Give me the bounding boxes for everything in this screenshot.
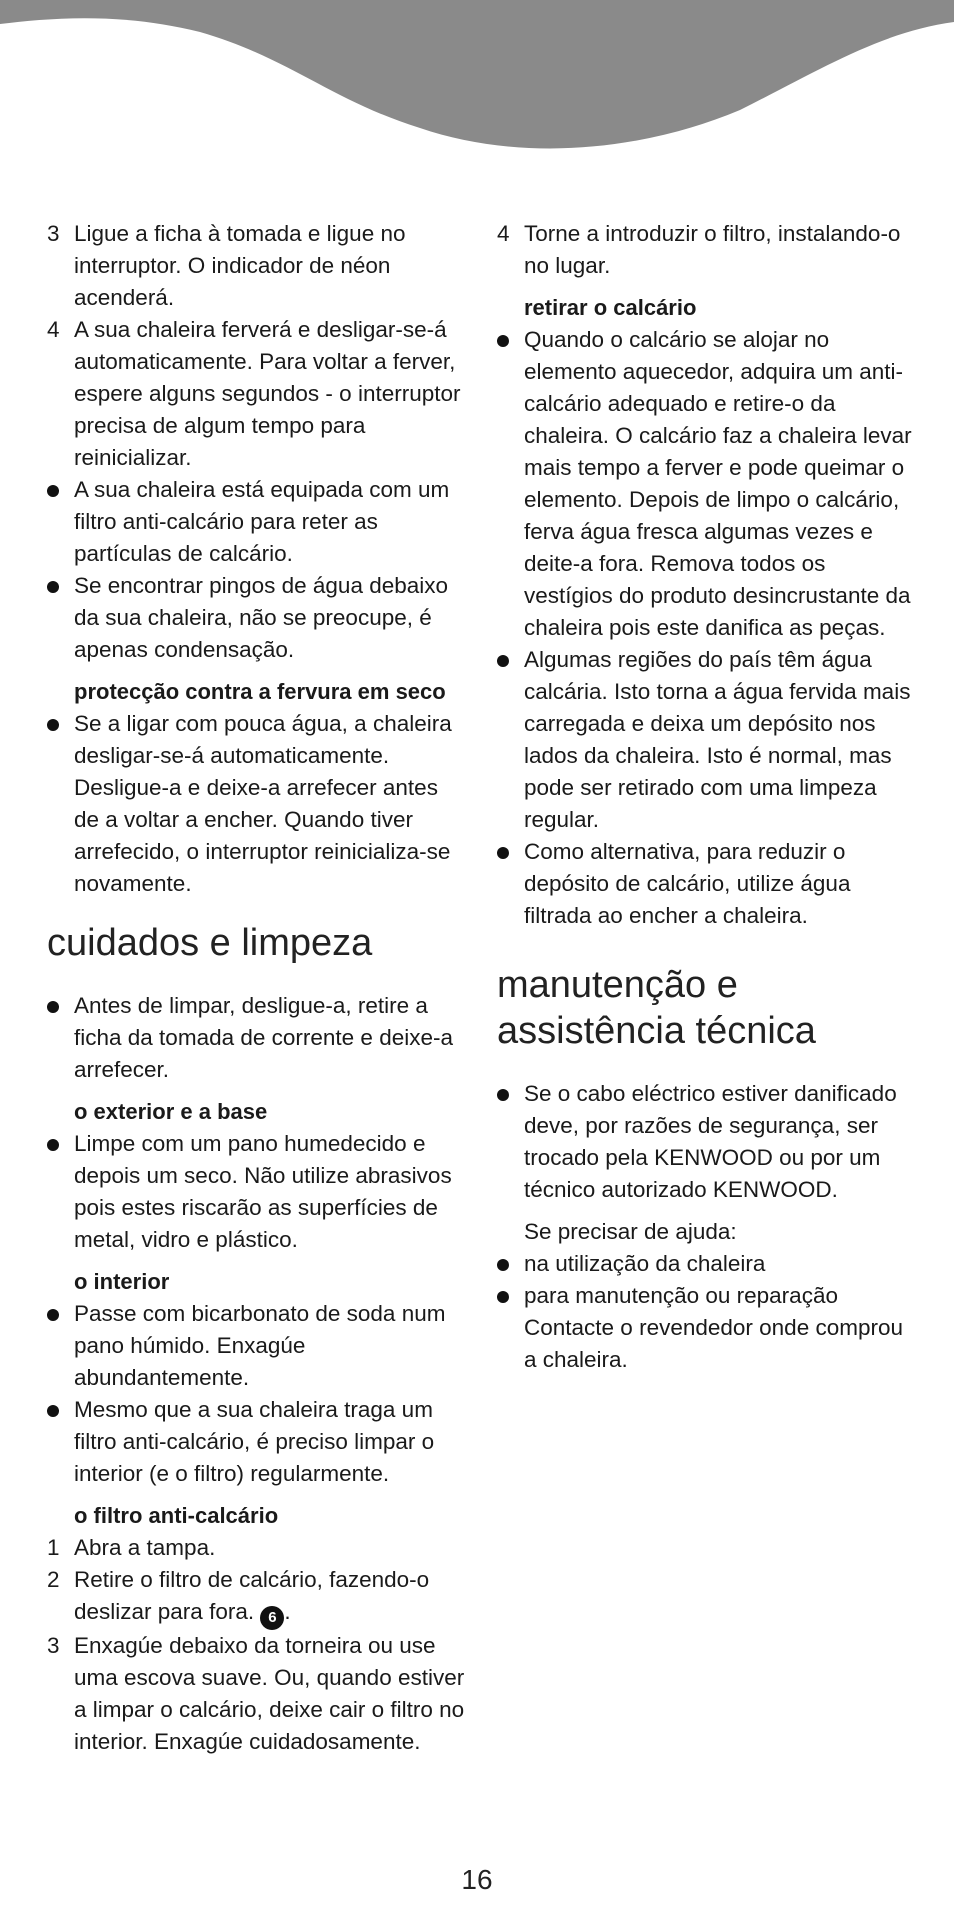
step-number: 2 bbox=[47, 1567, 60, 1592]
item-text: Algumas regiões do país têm água calcária. Isto torna a água fervida mais carregada e deixa um depósito nos lados da chaleira. Isto é normal, mas pode ser retirado com uma limpeza regular. bbox=[524, 647, 911, 832]
step-number: 4 bbox=[47, 317, 60, 342]
list-item bbox=[497, 1280, 917, 1376]
item-text: Passe com bicarbonato de soda num pano húmido. Enxagúe abundantemente. bbox=[74, 1301, 446, 1390]
figure-reference-icon: 6 bbox=[260, 1606, 284, 1630]
item-text: para manutenção ou reparação Contacte o revendedor onde comprou a chaleira. bbox=[524, 1283, 903, 1372]
subheading-descale: retirar o calcário bbox=[524, 295, 697, 320]
section-title-line: assistência técnica bbox=[497, 1010, 816, 1052]
bullet-icon bbox=[497, 1280, 521, 1312]
bullet-icon bbox=[47, 990, 71, 1022]
list-item bbox=[47, 1564, 467, 1630]
item-text: Abra a tampa. bbox=[74, 1535, 216, 1560]
bullet-icon bbox=[47, 570, 71, 602]
bullet-icon bbox=[47, 1394, 71, 1426]
list-item bbox=[47, 218, 467, 314]
item-text: Se o cabo eléctrico estiver danificado deve, por razões de segurança, ser trocado pela KENWOOD ou por um técnico autorizado KENWOOD. bbox=[524, 1081, 897, 1202]
subheading-exterior: o exterior e a base bbox=[74, 1099, 268, 1124]
list-item bbox=[47, 570, 467, 666]
item-text-end: . bbox=[284, 1599, 291, 1624]
item-text: Ligue a ficha à tomada e ligue no interruptor. O indicador de néon acenderá. bbox=[74, 221, 406, 310]
subheading-interior: o interior bbox=[74, 1269, 170, 1294]
list-item bbox=[497, 836, 917, 932]
bullet-icon bbox=[497, 1248, 521, 1280]
help-intro: Se precisar de ajuda: bbox=[524, 1219, 737, 1244]
list-item bbox=[497, 644, 917, 836]
list-item bbox=[47, 314, 467, 474]
bullet-icon bbox=[497, 324, 521, 356]
bullet-icon bbox=[497, 836, 521, 868]
list-item bbox=[47, 1128, 467, 1256]
item-text: Retire o filtro de calcário, fazendo-o deslizar para fora. bbox=[74, 1567, 430, 1624]
step-number: 1 bbox=[47, 1535, 60, 1560]
bullet-icon bbox=[47, 1128, 71, 1160]
item-text: Quando o calcário se alojar no elemento aquecedor, adquira um anti-calcário adequado e retire-o da chaleira. O calcário faz a chaleira levar mais tempo a ferver e pode queimar o elemento. Depois de limpo o calcário, ferva água fresca algumas vezes e deite-a fora. Remova todos os vestígios do produto desincrustante da chaleira pois este danifica as peças. bbox=[524, 327, 912, 640]
list-item bbox=[497, 218, 917, 282]
item-text: A sua chaleira está equipada com um filtro anti-calcário para reter as partículas de calcário. bbox=[74, 477, 450, 566]
list-item bbox=[497, 324, 917, 644]
item-text: Se a ligar com pouca água, a chaleira desligar-se-á automaticamente. Desligue-a e deixe-a arrefecer antes de a voltar a encher. Quando tiver arrefecido, o interruptor reinicializa-se novamente. bbox=[74, 711, 452, 896]
list-item bbox=[47, 1630, 467, 1758]
item-text: na utilização da chaleira bbox=[524, 1251, 766, 1276]
right-column bbox=[497, 218, 917, 1376]
bullet-icon bbox=[497, 644, 521, 676]
item-text: Antes de limpar, desligue-a, retire a ficha da tomada de corrente e deixe-a arrefecer. bbox=[74, 993, 453, 1082]
left-column bbox=[47, 218, 467, 1758]
list-item bbox=[47, 1532, 467, 1564]
list-item bbox=[47, 474, 467, 570]
list-item bbox=[497, 1248, 917, 1280]
list-item bbox=[497, 1078, 917, 1206]
page-number: 16 bbox=[461, 1864, 493, 1895]
item-text: Enxagúe debaixo da torneira ou use uma escova suave. Ou, quando estiver a limpar o calcário, deixe cair o filtro no interior. Enxagúe cuidadosamente. bbox=[74, 1633, 465, 1754]
header-wave-decoration bbox=[0, 0, 954, 160]
subheading-dry-boil: protecção contra a fervura em seco bbox=[74, 679, 446, 704]
item-text: Torne a introduzir o filtro, instalando-o no lugar. bbox=[524, 221, 901, 278]
bullet-icon bbox=[47, 708, 71, 740]
section-title-service bbox=[497, 962, 917, 1054]
section-title-line: manutenção e bbox=[497, 964, 738, 1006]
item-text: Limpe com um pano humedecido e depois um seco. Não utilize abrasivos pois estes riscarão as superfícies de metal, vidro e plástico. bbox=[74, 1131, 452, 1252]
bullet-icon bbox=[497, 1078, 521, 1110]
step-number: 4 bbox=[497, 221, 510, 246]
list-item bbox=[47, 990, 467, 1086]
subheading-filter: o filtro anti-calcário bbox=[74, 1503, 279, 1528]
section-title-care: cuidados e limpeza bbox=[47, 922, 373, 964]
list-item bbox=[47, 708, 467, 900]
list-item bbox=[47, 1394, 467, 1490]
item-text: Mesmo que a sua chaleira traga um filtro anti-calcário, é preciso limpar o interior (e o filtro) regularmente. bbox=[74, 1397, 435, 1486]
step-number: 3 bbox=[47, 221, 60, 246]
list-item bbox=[47, 1298, 467, 1394]
item-text: A sua chaleira ferverá e desligar-se-á automaticamente. Para voltar a ferver, espere alguns segundos - o interruptor precisa de algum tempo para reinicializar. bbox=[74, 317, 461, 470]
bullet-icon bbox=[47, 474, 71, 506]
step-number: 3 bbox=[47, 1633, 60, 1658]
item-text: Se encontrar pingos de água debaixo da sua chaleira, não se preocupe, é apenas condensação. bbox=[74, 573, 449, 662]
item-text: Como alternativa, para reduzir o depósito de calcário, utilize água filtrada ao encher a chaleira. bbox=[524, 839, 851, 928]
bullet-icon bbox=[47, 1298, 71, 1330]
